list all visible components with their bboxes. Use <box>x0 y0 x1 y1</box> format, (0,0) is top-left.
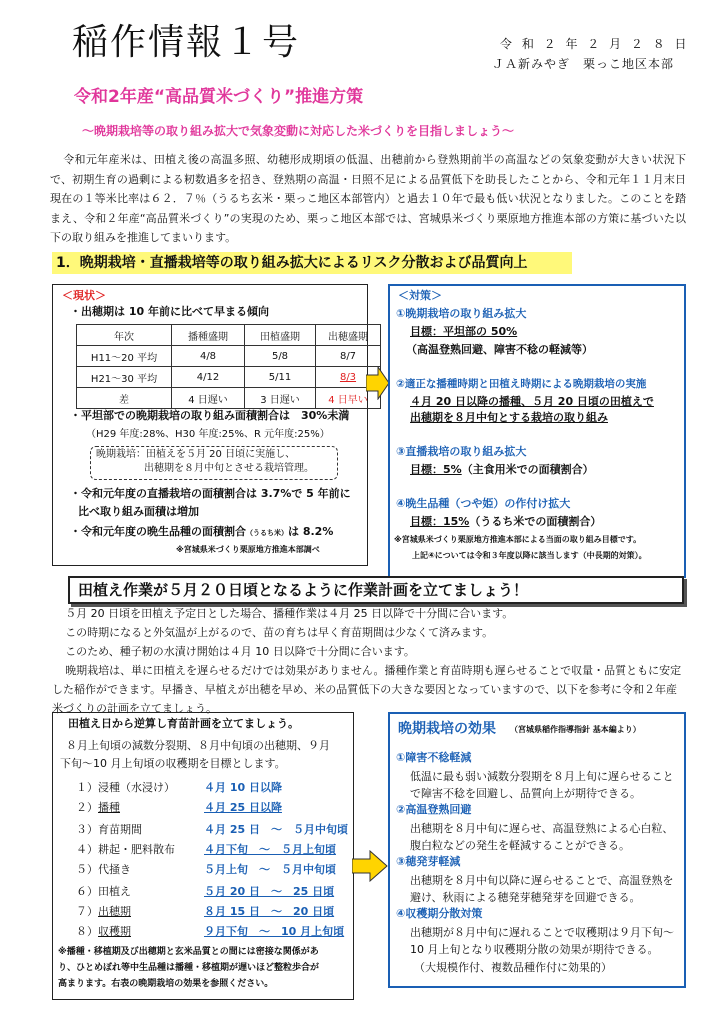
table-cell: H11〜20 平均 <box>77 346 172 367</box>
measures-title: ＜対策＞ <box>398 289 442 302</box>
table-row <box>77 388 381 409</box>
bullet-4-text: ・令和元年度の晩生品種の面積割合 <box>70 525 246 538</box>
current-bullet-2: ・平坦部での晩期栽培の取り組み面積割合は 30%未満 <box>70 409 350 422</box>
item-num: １） <box>76 781 98 794</box>
item-num: ８） <box>76 925 98 938</box>
effect-3-text: 出穂期を８月中旬以降に遅らせることで、高温登熟を避け、秋雨による穂発芽穂発芽を回避できる。 <box>410 874 674 904</box>
plan-paragraphs <box>52 604 684 718</box>
table-cell: 差 <box>77 388 172 409</box>
effect-3-heading: ③穂発芽軽減 <box>396 855 461 868</box>
table-cell: H21〜30 平均 <box>77 367 172 388</box>
definition-line-2: 出穂期を８月中旬とさせる栽培管理。 <box>144 463 314 474</box>
subtitle: 令和2年産“高品質米づくり”推進方策 <box>74 87 364 107</box>
schedule-desc-2: 下旬〜10 月上旬頃の収穫期を目標とします。 <box>60 757 286 770</box>
item-label: 収穫期 <box>98 925 131 938</box>
schedule-item-1 <box>76 780 175 796</box>
effect-4-heading: ④収穫期分散対策 <box>396 907 483 920</box>
item-label: 代掻き <box>98 863 131 876</box>
table-header-cell: 田植盛期 <box>245 325 316 346</box>
measure-3-heading: ③直播栽培の取り組み拡大 <box>396 445 527 458</box>
schedule-date-5: ５月上旬 〜 ５月中旬頃 <box>204 863 336 876</box>
table-cell: 8/3 <box>316 367 381 388</box>
schedule-item-2 <box>76 800 120 816</box>
schedule-date-1: ４月 10 日以降 <box>204 781 282 794</box>
table-row <box>77 367 381 388</box>
schedule-note-2: り、ひとめぼれ等中生品種は播種・移植期が遅いほど整粒歩合が <box>58 963 320 973</box>
measure-2-line-1: ４月 20 日以降の播種、５月 20 日頃の田植えで <box>410 395 654 408</box>
effect-4-note: （大規模作付、複数品種作付に効果的） <box>414 961 612 974</box>
schedule-desc-1: ８月上旬頃の減数分裂期、８月中旬頃の出穂期、９月 <box>66 739 330 752</box>
measure-3-line <box>410 462 594 478</box>
measure-2-line-2: 出穂期を８月中旬とする栽培の取り組み <box>410 411 608 424</box>
table-header-cell: 播種盛期 <box>172 325 245 346</box>
item-label: 出穂期 <box>98 905 131 918</box>
arrow-right-icon <box>366 366 390 400</box>
table-row <box>77 346 381 367</box>
schedule-item-5 <box>76 862 131 878</box>
document-title: 稲作情報１号 <box>72 22 301 63</box>
item-num: ６） <box>76 885 98 898</box>
schedule-item-7 <box>76 904 131 920</box>
table-cell: 3 日遅い <box>245 388 316 409</box>
table-header-cell: 出穂盛期 <box>316 325 381 346</box>
schedule-item-6 <box>76 884 131 900</box>
measure-4-target: 目標：15% <box>410 515 470 528</box>
schedule-title: 田植え日から逆算し育苗計画を立てましょう。 <box>68 717 299 730</box>
current-bullet-1: ・出穂期は 10 年前に比べて早まる傾向 <box>70 305 269 318</box>
item-label: 田植え <box>98 885 131 898</box>
table-cell: 5/11 <box>245 367 316 388</box>
arrow-right-icon <box>352 850 388 882</box>
item-num: ５） <box>76 863 98 876</box>
effects-source: （宮城県稲作指導指針 基本編より） <box>510 725 641 734</box>
table-cell: 4/8 <box>172 346 245 367</box>
measures-note-2: 上記④については令和３年度以降に該当します（中長期的対策）。 <box>412 551 647 560</box>
plan-text-4: 晩期栽培は、単に田植えを遅らせるだけでは効果がありません。播種作業と育苗時期も遅らせることで収量・品質ともに安定した稲作ができます。早播き、早植えが出穂を早め、米の品質低下の大きな要因となっていますので、以下を参考に令和２年産米づくりの計画を立てましょう。 <box>52 664 682 715</box>
plan-text-2: この時期になると外気温が上がるので、苗の育ちは早く育苗期間は少なくて済みます。 <box>65 626 494 639</box>
measure-2-heading: ②適正な播種時期と田植え時期による晩期栽培の実施 <box>396 378 647 390</box>
item-num: ３） <box>76 823 98 836</box>
intro-text: 令和元年産米は、田植え後の高温多照、幼穂形成期頃の低温、出穂前から登熟期前半の高温などの気象変動が大きい状況下で、初期生育の過剰による籾数過多を招き、登熟期の高温・日照不足による品質低下を助長したことから、令和元年１１月末日現在の１等米比率は６２．７％（うるち玄米・栗っこ地区本部管内）と過去１０年で最も低い状況となりました。このことを踏まえ、令和２年産“高品質米づくり”の実現のため、栗っこ地区本部では、宮城県米づくり栗原地方推進本部の方策に基づいた以下の取り組みを推進してまいります。 <box>50 153 686 245</box>
effect-1-text: 低温に最も弱い減数分裂期を８月上旬に遅らせることで障害不稔を回避し、品質向上が期待できる。 <box>410 770 674 800</box>
section-2-heading: 田植え作業が５月２０日頃となるように作業計画を立てましょう！ <box>68 576 684 604</box>
effect-4-text: 出穂期が８月中旬に遅れることで収穫期は９月下旬〜10 月上旬となり収穫期分散の効果が期待できる。 <box>410 926 674 956</box>
item-label: 育苗期間 <box>98 823 142 836</box>
measure-1-note: （高温登熟回避、障害不稔の軽減等） <box>406 343 593 356</box>
current-bullet-3: ・令和元年度の直播栽培の面積割合は 3.7%で 5 年前に <box>70 487 351 500</box>
bullet-4-small: （うるち米） <box>246 529 288 537</box>
schedule-item-4 <box>76 842 175 858</box>
schedule-date-3: ４月 25 日 〜 ５月中旬頃 <box>204 823 348 836</box>
table-cell: 4/12 <box>172 367 245 388</box>
organization: ＪＡ新みやぎ 栗っこ地区本部 <box>492 57 675 71</box>
current-note: ※宮城県米づくり栗原地方推進本部調べ <box>176 545 320 554</box>
section-1-heading: 1．晩期栽培・直播栽培等の取り組み拡大によるリスク分散および品質向上 <box>52 252 572 274</box>
item-label: 耕起・肥料散布 <box>98 843 175 856</box>
effect-2-text: 出穂期を８月中旬に遅らせ、高温登熟による心白粒、腹白粒などの発生を軽減することができる。 <box>410 822 674 852</box>
effect-1-heading: ①障害不稔軽減 <box>396 751 472 764</box>
measure-4-scope: （うるち米での面積割合） <box>469 515 602 528</box>
measure-3-target: 目標：5% <box>410 463 462 476</box>
schedule-note-3: 高まります。右表の晩期栽培の効果を参照ください。 <box>58 979 274 989</box>
effect-2-heading: ②高温登熟回避 <box>396 803 472 816</box>
schedule-note-1: ※播種・移植期及び出穂期と玄米品質との間には密接な関係があ <box>58 947 319 957</box>
measures-note-1: ※宮城県米づくり栗原地方推進本部による当面の取り組み目標です。 <box>394 535 642 544</box>
plan-text-1: ５月 20 日頃を田植え予定日とした場合、播種作業は４月 25 日以降で十分間に合います。 <box>65 607 514 620</box>
measure-1-heading: ①晩期栽培の取り組み拡大 <box>396 307 527 320</box>
measure-4-line <box>410 514 601 530</box>
schedule-item-3 <box>76 822 142 838</box>
subtitle-tagline: 〜晩期栽培等の取り組み拡大で気象変動に対応した米づくりを目指しましょう〜 <box>82 124 515 138</box>
table-cell: 4 日早い <box>316 388 381 409</box>
plan-text-3: このため、種子籾の水漬け開始は４月 10 日以降で十分間に合います。 <box>65 645 415 658</box>
schedule-date-6: ５月 20 日 〜 25 日頃 <box>204 885 335 898</box>
definition-line-1: 晩期栽培：田植えを５月 20 日頃に実施し、 <box>96 449 296 460</box>
schedule-date-4: ４月下旬 〜 ５月上旬頃 <box>204 843 336 856</box>
measure-4-heading: ④晩生品種（つや姫）の作付け拡大 <box>396 497 571 510</box>
item-label: 浸種（水浸け） <box>98 781 175 794</box>
table-header-cell: 年次 <box>77 325 172 346</box>
current-bullet-2-sub: （H29 年度:28%、H30 年度:25%、R 元年度:25%） <box>86 429 330 440</box>
table-cell: 4 日遅い <box>172 388 245 409</box>
effects-title: 晩期栽培の効果 <box>398 721 496 737</box>
measure-3-scope: （主食用米での面積割合） <box>461 463 594 476</box>
measure-1-target: 目標：平坦部の 50% <box>410 325 518 338</box>
current-bullet-4 <box>70 524 333 541</box>
bullet-4-end: は 8.2% <box>288 525 334 538</box>
heading-date-table <box>76 324 381 409</box>
schedule-date-2: ４月 25 日以降 <box>204 801 282 814</box>
item-num: ４） <box>76 843 98 856</box>
item-label: 播種 <box>98 801 120 814</box>
item-num: ２） <box>76 801 98 814</box>
schedule-date-7: ８月 15 日 〜 20 日頃 <box>204 905 335 918</box>
current-bullet-3-cont: 比べ取り組み面積は増加 <box>78 505 199 518</box>
table-cell: 8/7 <box>316 346 381 367</box>
current-status-title: ＜現状＞ <box>62 289 106 302</box>
schedule-item-8 <box>76 924 131 940</box>
item-num: ７） <box>76 905 98 918</box>
table-header-row <box>77 325 381 346</box>
table-cell: 5/8 <box>245 346 316 367</box>
intro-paragraph <box>50 150 686 248</box>
issue-date: 令 和 ２ 年 ２ 月 ２ ８ 日 <box>500 37 690 51</box>
schedule-date-8: ９月下旬 〜 10 月上旬頃 <box>204 925 345 938</box>
